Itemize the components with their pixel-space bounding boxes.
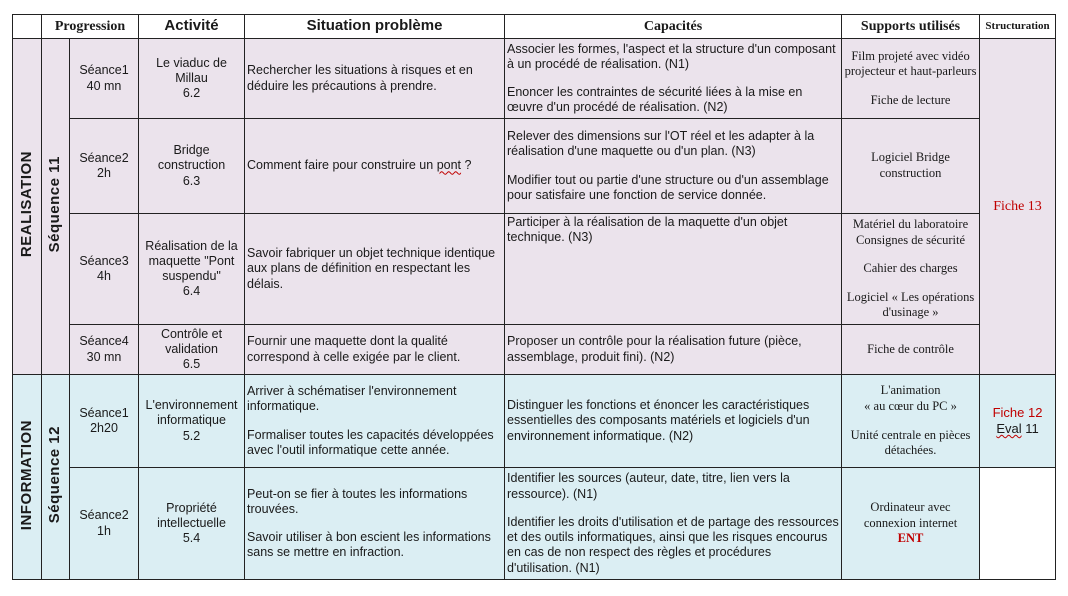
seance-cell: Séance2 1h (70, 468, 139, 580)
header-structuration: Structuration (980, 15, 1056, 39)
capacites-cell: Participer à la réalisation de la maquette d'un objet technique. (N3) (505, 214, 842, 325)
structuration-realisation: Fiche 13 (980, 39, 1056, 375)
supports-cell: Matériel du laboratoire Consignes de sécurité Cahier des charges Logiciel « Les opérations d'usinage » (842, 214, 980, 325)
activite-cell: Propriété intellectuelle 5.4 (139, 468, 245, 580)
seance-cell: Séance2 2h (70, 119, 139, 214)
supports-cell: Logiciel Bridge construction (842, 119, 980, 214)
situation-cell: Rechercher les situations à risques et en déduire les précautions à prendre. (245, 39, 505, 119)
structuration-empty (980, 468, 1056, 580)
capacites-cell: Relever des dimensions sur l'OT réel et les adapter à la réalisation d'une maquette ou d'un plan. (N3) Modifier tout ou partie d'une structure ou d'un assemblage pour satisfaire une fonction de service donnée. (505, 119, 842, 214)
section-label-realisation: REALISATION (13, 39, 42, 375)
header-capacites: Capacités (505, 15, 842, 39)
activite-cell: Contrôle et validation 6.5 (139, 325, 245, 375)
section-label-information: INFORMATION (13, 375, 42, 580)
sequence-11-label: Séquence 11 (42, 39, 70, 375)
seance-cell: Séance3 4h (70, 214, 139, 325)
situation-cell: Fournir une maquette dont la qualité correspond à celle exigée par le client. (245, 325, 505, 375)
capacites-cell: Distinguer les fonctions et énoncer les caractéristiques essentielles des composants matériels et logiciels d'un environnement informatique. (N2) (505, 375, 842, 468)
activite-cell: L'environnement informatique 5.2 (139, 375, 245, 468)
situation-cell: Peut-on se fier à toutes les informations trouvées. Savoir utiliser à bon escient les informations sans se mettre en infraction. (245, 468, 505, 580)
header-situation: Situation problème (245, 15, 505, 39)
supports-cell: L'animation « au cœur du PC » Unité centrale en pièces détachées. (842, 375, 980, 468)
corner-cell (13, 15, 42, 39)
header-activite: Activité (139, 15, 245, 39)
situation-cell: Savoir fabriquer un objet technique identique aux plans de définition en respectant les délais. (245, 214, 505, 325)
supports-cell: Fiche de contrôle (842, 325, 980, 375)
structuration-information: Fiche 12 Eval 11 (980, 375, 1056, 468)
activite-cell: Le viaduc de Millau 6.2 (139, 39, 245, 119)
capacites-cell: Identifier les sources (auteur, date, titre, lien vers la ressource). (N1) Identifier les droits d'utilisation et de partage des ressources et des outils informatiques, ainsi que les risques encourus en cas de non respect des règles et procédures d'utilisation. (N1) (505, 468, 842, 580)
seance-cell: Séance1 2h20 (70, 375, 139, 468)
header-supports: Supports utilisés (842, 15, 980, 39)
supports-cell: Ordinateur avec connexion internet ENT (842, 468, 980, 580)
situation-cell: Arriver à schématiser l'environnement informatique. Formaliser toutes les capacités développées avec l'outil informatique cette année. (245, 375, 505, 468)
activite-cell: Réalisation de la maquette "Pont suspendu" 6.4 (139, 214, 245, 325)
supports-cell: Film projeté avec vidéo projecteur et haut-parleurs Fiche de lecture (842, 39, 980, 119)
seance-cell: Séance4 30 mn (70, 325, 139, 375)
header-progression: Progression (42, 15, 139, 39)
progression-table (12, 14, 1056, 580)
capacites-cell: Associer les formes, l'aspect et la structure d'un composant à un procédé de réalisation. (N1) Enoncer les contraintes de sécurité liées à la mise en œuvre d'un procédé de réalisation. (N2) (505, 39, 842, 119)
seance-cell: Séance1 40 mn (70, 39, 139, 119)
situation-cell: Comment faire pour construire un pont ? (245, 119, 505, 214)
sequence-12-label: Séquence 12 (42, 375, 70, 580)
capacites-cell: Proposer un contrôle pour la réalisation future (pièce, assemblage, produit fini). (N2) (505, 325, 842, 375)
activite-cell: Bridge construction 6.3 (139, 119, 245, 214)
